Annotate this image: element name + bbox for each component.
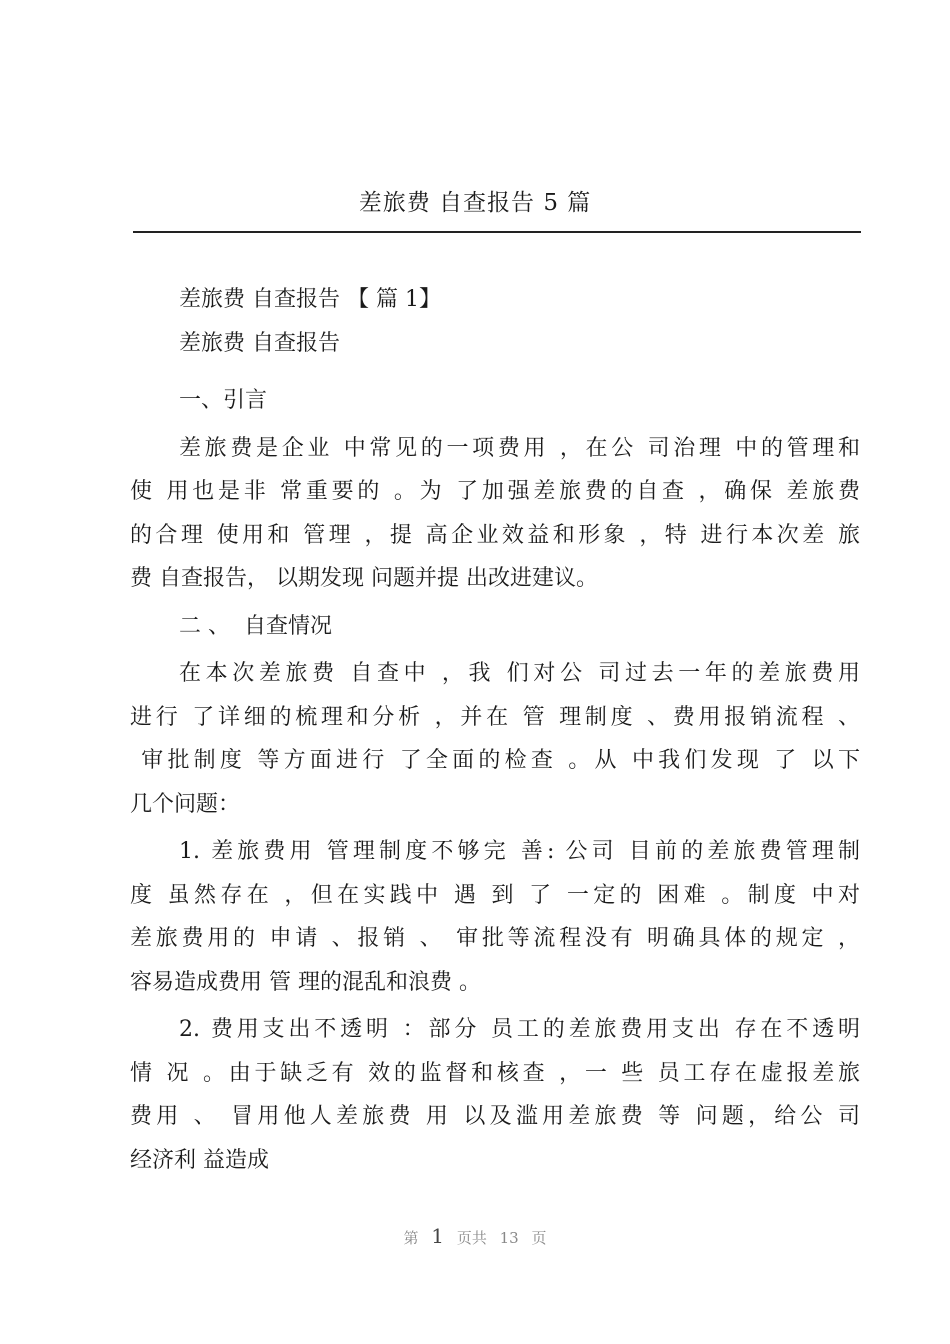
list-item-line: 度 虽然存在 ，但在实践中 遇 到 了 一定的 困难 。制度 中对 bbox=[130, 882, 860, 908]
document-title: 差旅费 自查报告 5 篇 bbox=[358, 190, 592, 216]
footer-prefix: 第 bbox=[403, 1229, 419, 1247]
paragraph-line: 进行 了详细的梳理和分析 ，并在 管 理制度 、费用报销流程 、 bbox=[130, 704, 860, 730]
total-pages: 13 bbox=[499, 1229, 519, 1247]
paragraph-line: 费 自查报告， 以期发现 问题并提 出改进建议。 bbox=[130, 566, 598, 591]
paragraph-line: 的合理 使用和 管理 ，提 高企业效益和形象 ，特 进行本次差 旅 bbox=[130, 522, 860, 548]
list-item-line: 容易造成费用 管 理的混乱和浪费 。 bbox=[130, 969, 481, 995]
section-heading: 一、引言 bbox=[179, 388, 268, 413]
list-item-line: 差旅费用的 申请 、报销 、 审批等流程没有 明确具体的规定 ， bbox=[130, 926, 860, 951]
list-item-line: 1. 差旅费用 管理制度不够完 善: 公司 目前的差旅费管理制 bbox=[179, 839, 860, 864]
paragraph-line: 几个问题： bbox=[130, 791, 241, 817]
footer-middle: 页共 bbox=[456, 1229, 487, 1247]
footer-suffix: 页 bbox=[531, 1229, 547, 1247]
title-divider bbox=[133, 231, 861, 233]
paragraph-line: 使 用也是非 常重要的 。为 了加强差旅费的自查 ，确保 差旅费 bbox=[130, 479, 860, 504]
list-item-line: 费用 、 冒用他人差旅费 用 以及滥用差旅费 等 问题，给公 司 bbox=[130, 1104, 860, 1129]
list-item-line: 2. 费用支出不透明 ：部分 员工的差旅费用支出 存在不透明 bbox=[179, 1017, 860, 1042]
section-heading: 二 、 自查情况 bbox=[179, 613, 332, 639]
page-footer bbox=[0, 1224, 950, 1248]
list-item-line: 经济利 益造成 bbox=[130, 1147, 269, 1173]
list-item-line: 情 况 。由于缺乏有 效的监督和核查 ，一 些 员工存在虚报差旅 bbox=[130, 1060, 860, 1086]
subheading: 差旅费 自查报告 bbox=[179, 330, 340, 356]
paragraph-line: 在本次差旅费 自查中 ，我 们对公 司过去一年的差旅费用 bbox=[179, 661, 860, 686]
document-body bbox=[130, 278, 860, 1182]
page-number: 1 bbox=[431, 1224, 445, 1248]
paragraph-line: 审批制度 等方面进行 了全面的检查 。从 中我们发现 了 以下 bbox=[130, 748, 860, 773]
section-heading: 差旅费 自查报告 【 篇 1】 bbox=[179, 287, 441, 312]
paragraph-line: 差旅费是企业 中常见的一项费用 ，在公 司治理 中的管理和 bbox=[179, 435, 860, 461]
